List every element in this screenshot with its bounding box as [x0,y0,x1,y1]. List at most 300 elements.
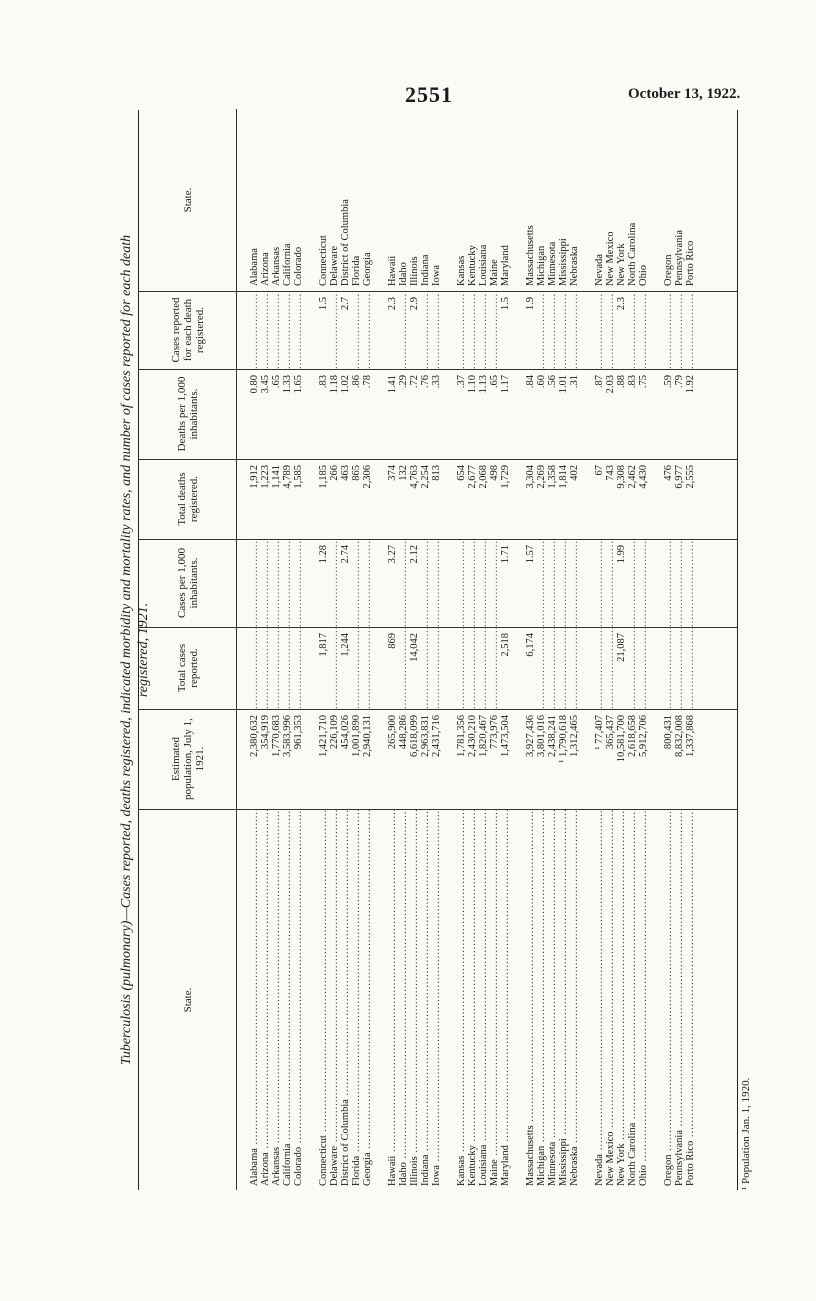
cell-state-name: Porto Rico [685,240,696,286]
cell-cases [260,627,271,709]
cell-cases [547,627,558,709]
row-group [594,109,649,291]
cell-cases-rate [456,539,467,627]
row-group [387,709,442,809]
cell-state-name: Oregon [663,254,674,286]
cell-population: 8,832,008 [674,715,685,757]
cell-cases-rate [558,539,569,627]
cell-cases-rate [478,539,489,627]
cell-deaths: 1,141 [271,465,282,489]
cell-cases-rate [674,539,685,627]
cell-state-name: Nevada ..... [594,810,605,1190]
header-deaths: Total deaths registered. [139,459,237,539]
cell-population: 2,963,831 [420,715,431,757]
cell-deaths: 2,306 [362,465,373,489]
cell-population: 365,437 [605,715,616,750]
cell-deaths: 1,585 [293,465,304,489]
cell-state-name: North Carolina ..... [627,810,638,1190]
cell-ratio [674,291,685,369]
cell-state-name: Arizona [260,252,271,286]
row-group [318,369,373,459]
cell-deaths: 813 [431,465,442,481]
cell-state-name: Georgia ..... [362,810,373,1190]
cell-state-name: Kansas ..... [456,810,467,1190]
cell-state-name: Connecticut ..... [318,810,329,1190]
row-group [525,109,580,291]
cell-ratio: 2.3 [616,297,627,311]
cell-cases [362,627,373,709]
cell-cases-rate: 1.57 [525,545,536,564]
cell-state-name: Ohio [638,265,649,286]
cell-deaths-rate: 1.65 [293,375,304,394]
cell-ratio: 1.5 [500,297,511,311]
cell-ratio [536,291,547,369]
cell-state-name: Arkansas ..... [271,810,282,1190]
caption-line-2: registered, 1921. [136,602,151,698]
cell-cases-rate [663,539,674,627]
row-group [318,291,373,369]
row-group [525,709,580,809]
cell-deaths-rate: 1.02 [340,375,351,394]
cell-state-name: Arkansas [271,246,282,286]
cell-cases-rate: 2.12 [409,545,420,564]
cell-deaths: 1,814 [558,465,569,489]
cell-ratio: 1.9 [525,297,536,311]
cell-cases-rate [329,539,340,627]
cell-cases: 21,087 [616,633,627,662]
row-group [663,810,696,1190]
cell-cases [569,627,580,709]
cell-cases [536,627,547,709]
cell-ratio [489,291,500,369]
row-group [594,459,649,539]
cell-state-name: New Mexico [605,231,616,286]
cell-state-name: Colorado [293,246,304,286]
cell-cases-rate [638,539,649,627]
cell-ratio [329,291,340,369]
cell-ratio [456,291,467,369]
cell-ratio [467,291,478,369]
cell-deaths-rate: 1.10 [467,375,478,394]
cell-population: 2,431,716 [431,715,442,757]
col-population [139,709,737,810]
row-group [249,459,304,539]
cell-state-name: Alabama ..... [249,810,260,1190]
cell-state-name: District of Columbia [340,199,351,286]
header-state: State. [139,810,237,1190]
cell-cases-rate [431,539,442,627]
cell-population: 454,026 [340,715,351,750]
header-cases-rate: Cases per 1,000 inhabitants. [139,539,237,627]
cell-state-name: Ohio ..... [638,810,649,1190]
cell-ratio [398,291,409,369]
cell-state-name: Mississippi ..... [558,810,569,1190]
cell-cases [398,627,409,709]
cell-cases [685,627,696,709]
footnote: ¹ Population Jan. 1, 1920. [740,1077,752,1190]
cell-deaths-rate: .56 [547,375,558,389]
cell-population: 1,770,683 [271,715,282,757]
cell-deaths-rate: 0.80 [249,375,260,394]
cell-deaths: 476 [663,465,674,481]
cell-state-name: Minnesota ..... [547,810,558,1190]
cell-deaths: 498 [489,465,500,481]
cell-state-name: Maine [489,259,500,286]
cell-cases-rate [547,539,558,627]
row-group [387,109,442,291]
row-group [387,291,442,369]
cell-cases [329,627,340,709]
cell-deaths: 1,729 [500,465,511,489]
cell-state-name: California [282,243,293,286]
cell-state-name: Nebraska [569,246,580,286]
cell-deaths-rate: .87 [594,375,605,389]
row-group [594,539,649,627]
row-group [525,291,580,369]
row-group [456,709,511,809]
cell-state-name: Nevada [594,253,605,286]
cell-deaths-rate: 1.13 [478,375,489,394]
cell-cases-rate [398,539,409,627]
cell-cases [605,627,616,709]
cell-ratio [547,291,558,369]
cell-cases [663,627,674,709]
cell-population: 265,900 [387,715,398,750]
cell-deaths: 463 [340,465,351,481]
cell-population: 226,109 [329,715,340,750]
cell-cases [351,627,362,709]
cell-population: 1,473,504 [500,715,511,757]
cell-cases-rate [489,539,500,627]
cell-deaths-rate: .83 [627,375,638,389]
row-group [318,109,373,291]
header-deaths-rate: Deaths per 1,000 inhabitants. [139,369,237,459]
cell-population: 10,581,700 [616,715,627,763]
col-state [139,810,737,1190]
cell-population: ¹ 1,790,618 [558,715,569,763]
cell-state-name: Iowa [431,265,442,286]
cell-cases [558,627,569,709]
cell-ratio [351,291,362,369]
row-group [387,627,442,709]
cell-ratio [431,291,442,369]
cell-state-name: Connecticut [318,235,329,286]
cell-ratio [249,291,260,369]
cell-state-name: Iowa ..... [431,810,442,1190]
row-group [663,539,696,627]
cell-cases: 869 [387,633,398,649]
cell-population: 2,430,210 [467,715,478,757]
header-cases: Total cases reported. [139,627,237,709]
cell-population: 1,001,890 [351,715,362,757]
cell-cases-rate [282,539,293,627]
row-group [663,109,696,291]
cell-state-name: California ..... [282,810,293,1190]
cell-population: 961,353 [293,715,304,750]
col-cases [139,627,737,710]
cell-ratio [638,291,649,369]
cell-deaths-rate: .33 [431,375,442,389]
cell-deaths: 1,912 [249,465,260,489]
row-group [594,709,649,809]
cell-deaths: 132 [398,465,409,481]
cell-state-name: Pennsylvania ..... [674,810,685,1190]
cell-cases-rate [293,539,304,627]
cell-cases-rate: 3.27 [387,545,398,564]
cell-population: 1,312,465 [569,715,580,757]
cell-cases [431,627,442,709]
cell-deaths: 1,185 [318,465,329,489]
cell-cases-rate [536,539,547,627]
cell-deaths-rate: .72 [409,375,420,389]
cell-ratio [594,291,605,369]
cell-state-name: North Carolina [627,222,638,286]
cell-cases-rate: 1.71 [500,545,511,564]
row-group [249,539,304,627]
cell-state-name: New Mexico ..... [605,810,616,1190]
cell-deaths-rate: .88 [616,375,627,389]
cell-ratio [362,291,373,369]
cell-deaths-rate: .84 [525,375,536,389]
col-deaths-rate [139,369,737,460]
cell-deaths-rate: .79 [674,375,685,389]
cell-cases [467,627,478,709]
cell-deaths-rate: 2.03 [605,375,616,394]
row-group [663,369,696,459]
cell-cases-rate [467,539,478,627]
cell-state-name: Nebraska ..... [569,810,580,1190]
cell-deaths-rate: .60 [536,375,547,389]
cell-state-name: Illinois ..... [409,810,420,1190]
cell-state-name: Hawaii [387,255,398,286]
cell-state-name: Illinois [409,256,420,286]
row-group [594,627,649,709]
cell-population: 3,927,436 [525,715,536,757]
cell-state-name: Kansas [456,255,467,286]
cell-cases [293,627,304,709]
cell-cases [627,627,638,709]
cell-deaths-rate: 1.18 [329,375,340,394]
cell-ratio: 2.9 [409,297,420,311]
cell-ratio [569,291,580,369]
cell-state-name: Delaware [329,245,340,286]
cell-state-name: Florida [351,255,362,286]
cell-state-name: Louisiana ..... [478,810,489,1190]
row-group [594,810,649,1190]
cell-cases [489,627,500,709]
cell-cases [282,627,293,709]
cell-ratio [271,291,282,369]
cell-state-name: Florida ..... [351,810,362,1190]
cell-population: 1,337,868 [685,715,696,757]
cell-state-name: Louisiana [478,244,489,286]
cell-state-name: Indiana [420,254,431,286]
cell-population: 773,976 [489,715,500,750]
cell-state-name: Alabama [249,248,260,286]
cell-cases-rate [249,539,260,627]
cell-deaths: 9,308 [616,465,627,489]
cell-deaths: 402 [569,465,580,481]
cell-deaths: 2,462 [627,465,638,489]
cell-cases [249,627,260,709]
cell-ratio: 2.7 [340,297,351,311]
cell-population: 1,820,467 [478,715,489,757]
cell-state-name: Kentucky [467,245,478,286]
cell-ratio: 2.3 [387,297,398,311]
cell-ratio [282,291,293,369]
cell-deaths: 743 [605,465,616,481]
row-group [663,709,696,809]
cell-cases: 1,244 [340,633,351,657]
cell-cases-rate [594,539,605,627]
row-group [456,459,511,539]
cell-state-name: Massachusetts [525,225,536,286]
row-group [249,709,304,809]
row-group [318,459,373,539]
cell-state-name: Idaho [398,262,409,286]
cell-population: 448,286 [398,715,409,750]
col-cases-per-death [139,291,737,370]
cell-deaths: 4,763 [409,465,420,489]
cell-deaths: 1,223 [260,465,271,489]
cell-state-name: Porto Rico ..... [685,810,696,1190]
cell-deaths-rate: .78 [362,375,373,389]
cell-cases-rate: 2.74 [340,545,351,564]
cell-deaths-rate: .37 [456,375,467,389]
cell-population: 6,618,099 [409,715,420,757]
row-group [387,810,442,1190]
cell-population: 800,431 [663,715,674,750]
row-group [456,627,511,709]
cell-population: 2,618,658 [627,715,638,757]
cell-cases-rate [271,539,282,627]
cell-state-name: Massachusetts ..... [525,810,536,1190]
cell-cases-rate [605,539,616,627]
cell-cases-rate [260,539,271,627]
row-group [456,369,511,459]
cell-deaths: 2,269 [536,465,547,489]
cell-deaths: 6,977 [674,465,685,489]
page-number: 2551 [405,82,453,107]
cell-cases-rate [362,539,373,627]
cell-state-name: Arizona ..... [260,810,271,1190]
cell-deaths-rate: .31 [569,375,580,389]
header-population: Estimated population, July 1, 1921. [139,709,237,809]
cell-deaths: 374 [387,465,398,481]
cell-population: 2,380,632 [249,715,260,757]
cell-deaths-rate: 1.92 [685,375,696,394]
cell-deaths: 266 [329,465,340,481]
cell-state-name: New York [616,243,627,286]
cell-state-name: New York ..... [616,810,627,1190]
cell-ratio [605,291,616,369]
row-group [456,810,511,1190]
col-deaths [139,459,737,540]
cell-state-name: Idaho ..... [398,810,409,1190]
cell-cases [638,627,649,709]
rotated-table-region [118,110,758,1190]
cell-deaths-rate: 1.33 [282,375,293,394]
col-cases-rate [139,539,737,628]
cell-state-name: Maryland [500,245,511,286]
row-group [387,539,442,627]
cell-state-name: Mississippi [558,238,569,286]
cell-population: 354,919 [260,715,271,750]
cell-population: 5,912,706 [638,715,649,757]
row-group [663,459,696,539]
cell-state-name: Maine ..... [489,810,500,1190]
row-group [594,291,649,369]
cell-population: 2,940,131 [362,715,373,757]
cell-cases [271,627,282,709]
cell-cases: 14,042 [409,633,420,662]
row-group [525,459,580,539]
row-group [318,709,373,809]
cell-deaths-rate: .86 [351,375,362,389]
cell-state-name: Maryland ..... [500,810,511,1190]
cell-deaths: 2,068 [478,465,489,489]
cell-state-name: Oregon ..... [663,810,674,1190]
row-group [525,369,580,459]
cell-state-name: Georgia [362,252,373,286]
cell-population: 3,583,996 [282,715,293,757]
header-state-right: State. [139,109,237,291]
row-group [249,627,304,709]
row-group [318,539,373,627]
cell-ratio [663,291,674,369]
cell-population: 1,421,710 [318,715,329,757]
row-group [249,369,304,459]
cell-cases [478,627,489,709]
row-group [249,109,304,291]
cell-state-name: Michigan ..... [536,810,547,1190]
cell-ratio [558,291,569,369]
cell-deaths: 67 [594,465,605,476]
cell-deaths: 3,304 [525,465,536,489]
row-group [594,369,649,459]
cell-deaths-rate: 1.01 [558,375,569,394]
row-group [525,627,580,709]
cell-ratio [627,291,638,369]
row-group [249,810,304,1190]
cell-ratio [260,291,271,369]
cell-state-name: Kentucky ..... [467,810,478,1190]
cell-deaths-rate: .65 [489,375,500,389]
row-group [387,369,442,459]
cell-ratio [685,291,696,369]
cell-cases [674,627,685,709]
cell-cases-rate [420,539,431,627]
cell-deaths: 4,789 [282,465,293,489]
cell-deaths-rate: .59 [663,375,674,389]
cell-cases: 1,817 [318,633,329,657]
cell-deaths: 654 [456,465,467,481]
header-cases-per-death: Cases reported for each death registered. [139,291,237,369]
cell-deaths: 2,677 [467,465,478,489]
cell-deaths: 1,358 [547,465,558,489]
cell-deaths-rate: .65 [271,375,282,389]
cell-state-name: Indiana ..... [420,810,431,1190]
row-group [663,291,696,369]
cell-state-name: Colorado ..... [293,810,304,1190]
cell-population: ¹ 77,407 [594,715,605,750]
cell-deaths-rate: .75 [638,375,649,389]
cell-cases-rate [627,539,638,627]
cell-cases-rate: 1.28 [318,545,329,564]
cell-cases-rate: 1.99 [616,545,627,564]
cell-cases [594,627,605,709]
row-group [525,539,580,627]
